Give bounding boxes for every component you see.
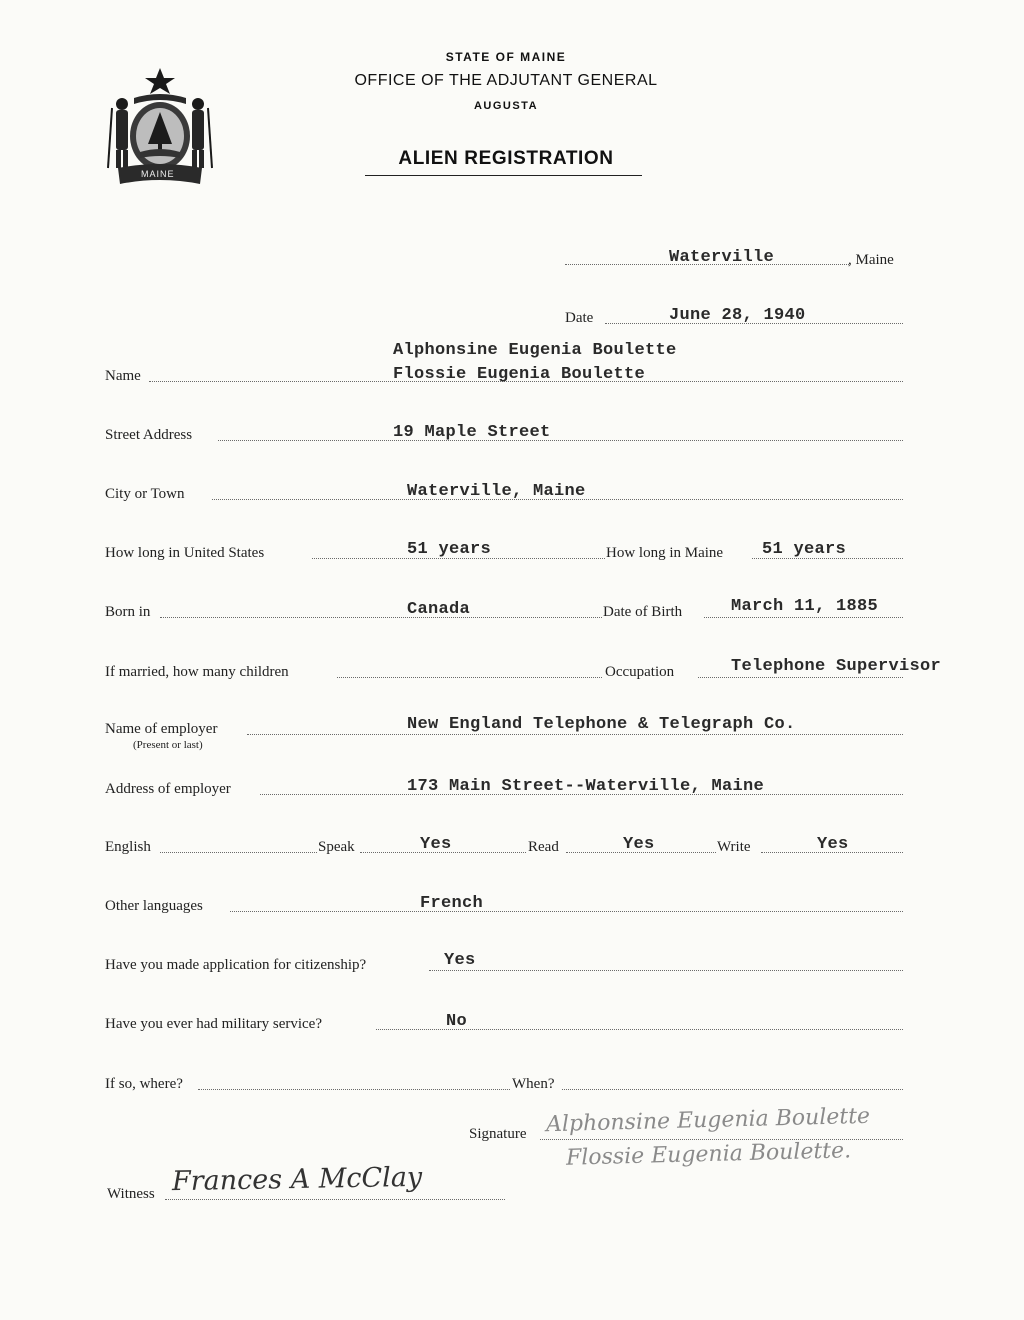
military-label: Have you ever had military service? (105, 1016, 322, 1032)
signature-line1: Alphonsine Eugenia Boulette (545, 1103, 871, 1138)
employer-line (247, 734, 903, 735)
military-value: No (446, 1012, 468, 1031)
header-office: OFFICE OF THE ADJUTANT GENERAL (354, 72, 658, 89)
citizenship-line (429, 970, 903, 971)
children-label: If married, how many children (105, 664, 289, 680)
occupation-line (698, 677, 903, 678)
when-line (562, 1089, 903, 1090)
speak-label: Speak (318, 839, 355, 855)
other-languages-line (230, 911, 903, 912)
witness-line (165, 1199, 505, 1200)
employer-label: Name of employer (105, 721, 218, 737)
occupation-label: Occupation (605, 664, 675, 680)
employer-address-label: Address of employer (105, 781, 231, 797)
read-value: Yes (623, 835, 655, 854)
street-value: 19 Maple Street (393, 423, 551, 442)
born-value: Canada (407, 600, 471, 619)
signature-label: Signature (469, 1126, 527, 1142)
read-label: Read (528, 839, 559, 855)
town-value: Waterville (669, 248, 775, 267)
english-label: English (105, 839, 151, 855)
city-label: City or Town (105, 486, 185, 502)
us-duration-label: How long in United States (105, 545, 265, 561)
other-languages-value: French (420, 894, 484, 913)
town-state-label: , Maine (848, 252, 894, 268)
header-state: STATE OF MAINE (445, 50, 567, 64)
other-languages-label: Other languages (105, 898, 203, 914)
witness-label: Witness (107, 1186, 155, 1202)
name-value-line2: Flossie Eugenia Boulette (393, 365, 646, 384)
dob-value: March 11, 1885 (731, 597, 879, 616)
speak-value: Yes (420, 835, 452, 854)
title-underline (365, 175, 642, 176)
maine-duration-value: 51 years (762, 540, 847, 559)
name-value-line1: Alphonsine Eugenia Boulette (393, 341, 677, 360)
children-line (337, 677, 602, 678)
witness-signature: Frances A McClay (171, 1161, 423, 1198)
employer-sublabel: (Present or last) (133, 739, 203, 751)
where-label: If so, where? (105, 1076, 183, 1092)
signature-line2: Flossie Eugenia Boulette. (565, 1138, 852, 1171)
seal-banner-text: MAINE (141, 169, 175, 179)
where-line (198, 1089, 510, 1090)
us-duration-value: 51 years (407, 540, 492, 559)
dob-line (704, 617, 903, 618)
employer-value: New England Telephone & Telegraph Co. (407, 715, 796, 734)
born-line (160, 617, 602, 618)
street-label: Street Address (105, 427, 193, 443)
dob-label: Date of Birth (603, 604, 683, 620)
occupation-value: Telephone Supervisor (731, 657, 942, 676)
date-label: Date (565, 310, 594, 326)
page-title: ALIEN REGISTRATION (398, 148, 614, 169)
when-label: When? (512, 1076, 555, 1092)
citizenship-label: Have you made application for citizenship? (105, 957, 367, 973)
header-city: AUGUSTA (473, 100, 539, 112)
name-label: Name (105, 368, 141, 384)
maine-duration-label: How long in Maine (606, 545, 724, 561)
write-label: Write (717, 839, 751, 855)
date-value: June 28, 1940 (669, 306, 806, 325)
write-value: Yes (817, 835, 849, 854)
street-line (218, 440, 903, 441)
born-label: Born in (105, 604, 151, 620)
english-line (160, 852, 317, 853)
citizenship-value: Yes (444, 951, 476, 970)
city-value: Waterville, Maine (407, 482, 586, 501)
employer-address-value: 173 Main Street--Waterville, Maine (407, 777, 765, 796)
